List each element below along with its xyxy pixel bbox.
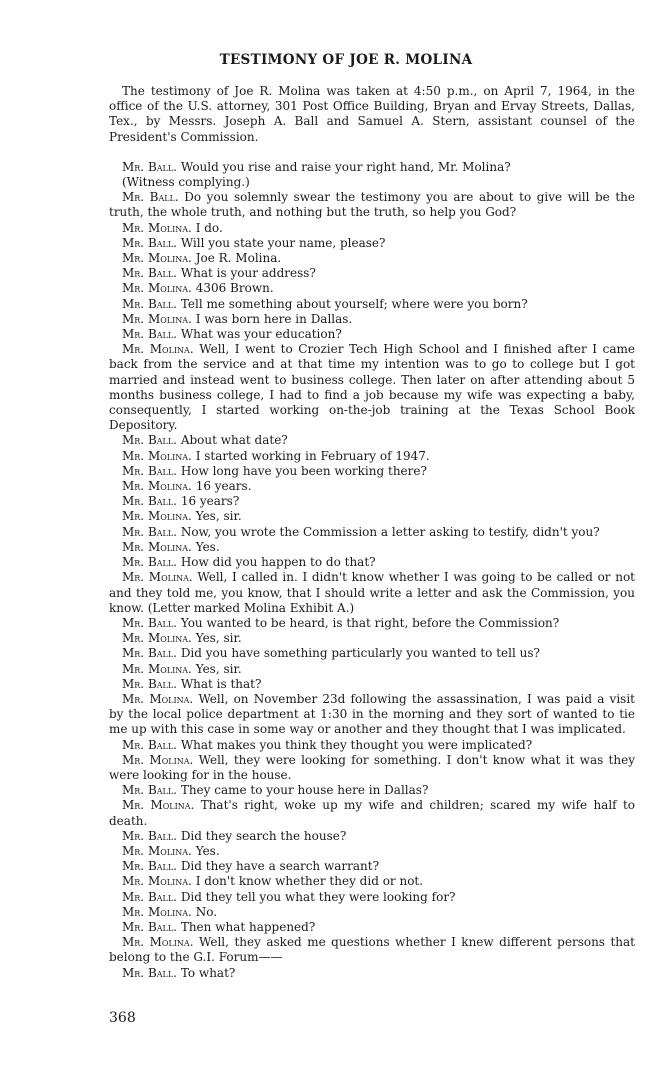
testimony-line	[109, 677, 635, 692]
speaker-name: Mr. Ball.	[122, 919, 177, 934]
speaker-name: Mr. Molina.	[122, 631, 192, 646]
intro-paragraph: The testimony of Joe R. Molina was taken at 4:50 p.m., on April 7, 1964, in the office of the U.S. attorney, 301 Post Office Building, Bryan and Ervay Streets, Dallas, Tex., by Messrs. Joseph A. Ball and Samuel A. Stern, assistant counsel of the President's Commission.	[109, 84, 635, 144]
speaker-name: Mr. Ball.	[122, 235, 177, 250]
line-text: That's right, woke up my wife and children; scared my wife half to death.	[109, 798, 635, 828]
speaker-name: Mr. Molina.	[122, 935, 194, 950]
testimony-line	[109, 844, 635, 859]
testimony-line	[109, 327, 635, 342]
line-text: Yes, sir.	[195, 661, 242, 676]
testimony-line	[109, 920, 635, 935]
line-text: Then what happened?	[180, 919, 316, 934]
speaker-name: Mr. Ball.	[122, 327, 177, 342]
testimony-body	[109, 84, 635, 981]
testimony-line	[109, 890, 635, 905]
speaker-name: Mr. Molina.	[122, 570, 193, 585]
page-title: TESTIMONY OF JOE R. MOLINA	[219, 52, 473, 68]
testimony-line	[109, 342, 635, 433]
line-text: Yes, sir.	[195, 509, 242, 524]
line-text: To what?	[180, 965, 236, 980]
speaker-name: Mr. Ball.	[122, 828, 177, 843]
testimony-line	[109, 905, 635, 920]
testimony-line	[109, 509, 635, 524]
speaker-name: Mr. Ball.	[122, 646, 177, 661]
testimony-line	[109, 160, 635, 175]
testimony-line	[109, 251, 635, 266]
testimony-line	[109, 236, 635, 251]
page-number: 368	[109, 1010, 136, 1026]
speaker-name: Mr. Molina.	[122, 874, 192, 889]
testimony-line	[109, 312, 635, 327]
speaker-name: Mr. Ball.	[122, 859, 177, 874]
line-text: Joe R. Molina.	[195, 251, 282, 266]
testimony-line	[109, 783, 635, 798]
line-text: (Witness complying.)	[122, 175, 250, 190]
line-text: No.	[195, 904, 218, 919]
line-text: I don't know whether they did or not.	[195, 874, 424, 889]
testimony-line	[109, 464, 635, 479]
line-text: Well, I called in. I didn't know whether I was going to be called or not and they told me, you know, that I should write a letter and ask the Commission, you know. (Letter marked Molina Exhibit A.)	[109, 570, 635, 615]
line-text: Did they tell you what they were looking for?	[180, 889, 456, 904]
speaker-name: Mr. Molina.	[122, 479, 192, 494]
line-text: 16 years?	[180, 494, 240, 509]
line-text: Well, on November 23d following the assassination, I was paid a visit by the local police department at 1:30 in the morning and they sort of wanted to tie me up with this case in some way or another and they thought that I was implicated.	[109, 691, 635, 737]
testimony-line	[109, 175, 635, 190]
speaker-name: Mr. Molina.	[122, 448, 192, 463]
speaker-name: Mr. Molina.	[122, 752, 194, 767]
line-text: Will you state your name, please?	[180, 235, 386, 250]
speaker-name: Mr. Molina.	[122, 220, 192, 235]
speaker-name: Mr. Molina.	[122, 798, 195, 813]
testimony-line	[109, 738, 635, 753]
speaker-name: Mr. Ball.	[122, 433, 177, 448]
testimony-line	[109, 646, 635, 661]
speaker-name: Mr. Molina.	[122, 281, 192, 296]
line-text: I started working in February of 1947.	[195, 448, 430, 463]
line-text: I do.	[195, 220, 223, 235]
line-text: 16 years.	[195, 479, 252, 494]
speaker-name: Mr. Molina.	[122, 539, 192, 554]
line-text: What was your education?	[180, 327, 342, 342]
speaker-name: Mr. Molina.	[122, 311, 192, 326]
speaker-name: Mr. Ball.	[122, 676, 177, 691]
speaker-name: Mr. Ball.	[122, 783, 177, 798]
speaker-name: Mr. Ball.	[122, 190, 179, 205]
line-text: Yes.	[195, 539, 220, 554]
line-text: What is that?	[180, 676, 262, 691]
testimony-line	[109, 190, 635, 220]
testimony-line	[109, 570, 635, 616]
line-text: Do you solemnly swear the testimony you are about to give will be the truth, the whole truth, and nothing but the truth, so help you God?	[109, 190, 635, 220]
line-text: You wanted to be heard, is that right, before the Commission?	[180, 615, 560, 630]
testimony-line	[109, 631, 635, 646]
testimony-line	[109, 221, 635, 236]
line-text: Yes, sir.	[195, 631, 242, 646]
line-text: Did they search the house?	[180, 828, 347, 843]
speaker-name: Mr. Ball.	[122, 266, 177, 281]
line-text: Well, they were looking for something. I don't know what it was they were looking for in the house.	[109, 752, 635, 782]
speaker-name: Mr. Ball.	[122, 524, 177, 539]
testimony-line	[109, 798, 635, 828]
testimony-line	[109, 540, 635, 555]
testimony-line	[109, 433, 635, 448]
line-text: They came to your house here in Dallas?	[180, 783, 429, 798]
speaker-name: Mr. Molina.	[122, 661, 192, 676]
testimony-line	[109, 449, 635, 464]
testimony-line	[109, 753, 635, 783]
line-text: How long have you been working there?	[180, 463, 427, 478]
testimony-line	[109, 281, 635, 296]
testimony-line	[109, 297, 635, 312]
testimony-line	[109, 555, 635, 570]
speaker-name: Mr. Molina.	[122, 251, 192, 266]
line-text: What is your address?	[180, 266, 316, 281]
line-text: 4306 Brown.	[195, 281, 274, 296]
speaker-name: Mr. Ball.	[122, 463, 177, 478]
speaker-name: Mr. Molina.	[122, 843, 192, 858]
speaker-name: Mr. Molina.	[122, 509, 192, 524]
line-text: I was born here in Dallas.	[195, 311, 353, 326]
testimony-line	[109, 525, 635, 540]
line-text: How did you happen to do that?	[180, 555, 376, 570]
line-text: Yes.	[195, 843, 220, 858]
speaker-name: Mr. Molina.	[122, 342, 194, 357]
line-text: Would you rise and raise your right hand, Mr. Molina?	[180, 159, 511, 174]
line-text: Well, they asked me questions whether I knew different persons that belong to the G.I. Forum——	[109, 935, 635, 965]
line-text: What makes you think they thought you were implicated?	[180, 737, 533, 752]
speaker-name: Mr. Ball.	[122, 615, 177, 630]
testimony-line	[109, 616, 635, 631]
line-text: Tell me something about yourself; where were you born?	[180, 296, 528, 311]
testimony-line	[109, 829, 635, 844]
testimony-line	[109, 266, 635, 281]
testimony-line	[109, 935, 635, 965]
line-text: Did you have something particularly you wanted to tell us?	[180, 646, 540, 661]
testimony-line	[109, 859, 635, 874]
speaker-name: Mr. Ball.	[122, 159, 177, 174]
line-text: Well, I went to Crozier Tech High School and I finished after I came back from the service and at that time my intention was to go to college but I got married and instead went to business college. Then later on after attending about 5 months business college, I had to find a job because my wife was expecting a baby, consequently, I started working on-the-job training at the Texas School Book Depository.	[109, 342, 635, 433]
testimony-line	[109, 692, 635, 738]
speaker-name: Mr. Ball.	[122, 555, 177, 570]
speaker-name: Mr. Ball.	[122, 296, 177, 311]
speaker-name: Mr. Molina.	[122, 904, 192, 919]
testimony-line	[109, 479, 635, 494]
speaker-name: Mr. Ball.	[122, 494, 177, 509]
testimony-line	[109, 662, 635, 677]
speaker-name: Mr. Ball.	[122, 965, 177, 980]
line-text: About what date?	[180, 433, 288, 448]
testimony-line	[109, 874, 635, 889]
speaker-name: Mr. Ball.	[122, 889, 177, 904]
testimony-line	[109, 966, 635, 981]
line-text: Did they have a search warrant?	[180, 859, 380, 874]
speaker-name: Mr. Ball.	[122, 737, 177, 752]
testimony-line	[109, 494, 635, 509]
speaker-name: Mr. Molina.	[122, 691, 194, 706]
line-text: Now, you wrote the Commission a letter asking to testify, didn't you?	[180, 524, 600, 539]
